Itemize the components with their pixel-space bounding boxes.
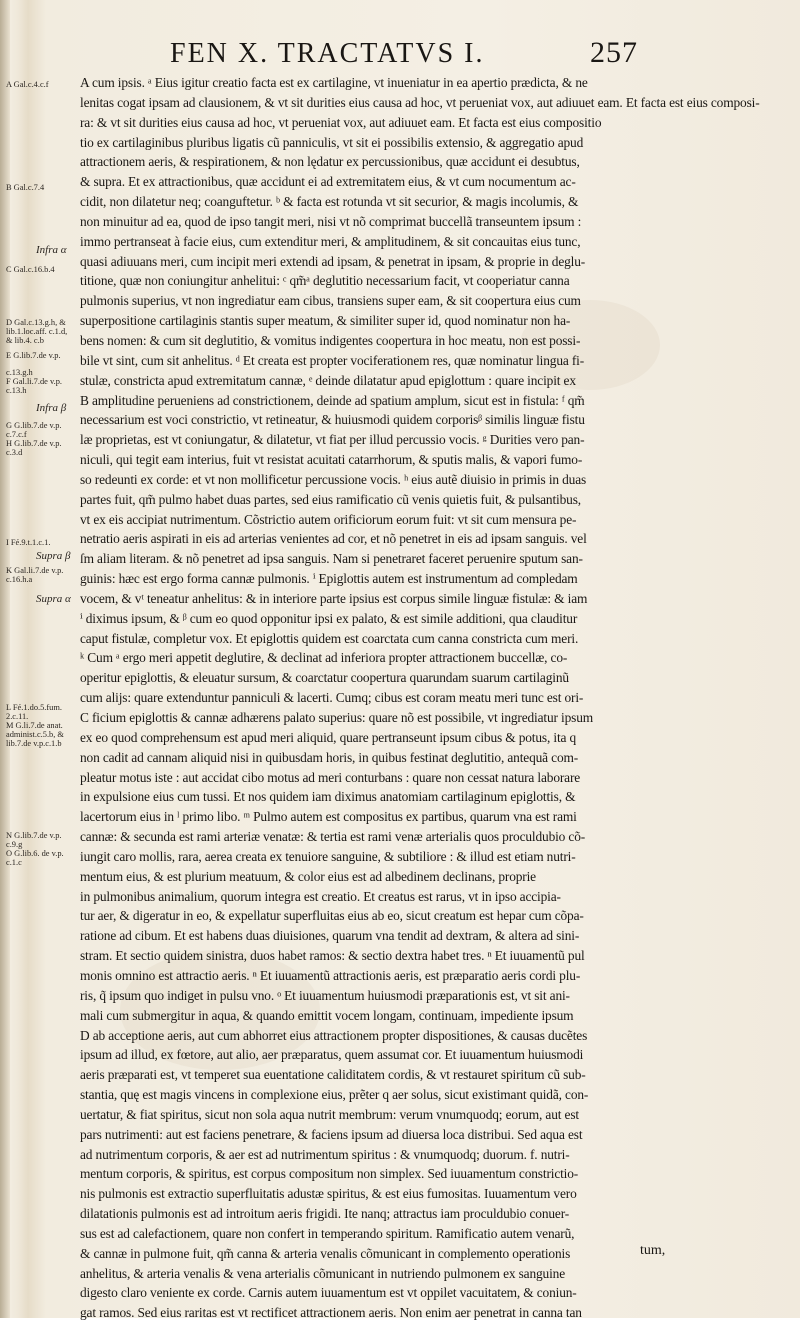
page-number: 257 [590,36,638,69]
text-line: niculi, qui tegit eam interius, fuit vt resistat acuitati catarrhorum, & sputis malis, & vapori fumo- [80,452,583,468]
text-line: partes fuit, qm̃ pulmo habet duas partes, sed eius ramificatio cũ venis quietis fuit, & pulsantibus, [80,491,581,507]
text-line: ex eo quod comprehensum est apud meri aliquid, quare pertranseunt ipsum cibus & potus, ita q [80,729,577,745]
margin-citation: A Gal.c.4.c.f [6,80,49,89]
text-line: stulæ, constricta apud extremitatum cannæ, ᵉ deinde dilatatur apud epiglottum : quare incipit ex [80,372,576,388]
text-line: caput fistulæ, completur vox. Et epiglottis quidem est coarctata cum canna constricta cum meri. [80,630,579,646]
text-line: stram. Et sectio quidem sinistra, duos habet ramos: & sectio dextra habet tres. ⁿ Et iuuamentũ pul [80,948,585,964]
margin-citation: B Gal.c.7.4 [6,183,45,192]
main-text-column [80,73,760,1323]
text-line: anhelitus, & arteria venalis & vena arterialis cõmunicant in nutriendo pulmonem ex sanguine [80,1265,566,1281]
margin-cross-reference: Infra α [36,244,67,256]
text-line: in pulmonibus animalium, quorum integra est creatio. Et creatus est rarus, vt in ipso accipia- [80,888,561,904]
text-line: immo pertranseat à facie eius, cum extenditur meri, & amplitudinem, & sit concauitas eius tunc, [80,233,581,249]
text-line: C ficium epiglottis & cannæ adhærens palato superius: quare nõ est possibile, vt ingrediatur ipsum [80,710,594,725]
text-line: A cum ipsis. ᵃ Eius igitur creatio facta est ex cartilagine, vt inueniatur in ea apertio prædicta, & ne [80,75,588,90]
text-line: ratione ad cibum. Et est habens duas diuisiones, quarum vna tendit ad dextram, & altera ad sini- [80,928,580,944]
text-line: guinis: hæc est ergo forma cannæ pulmonis. ⁱ Epiglottis autem est instrumentum ad compledam [80,571,578,587]
text-line: ſm aliam literam. & nõ penetret ad ipsa sanguis. Nam si penetraret faceret peruenire sputum san- [80,551,583,567]
margin-citation: C Gal.c.16.b.4 [6,265,55,274]
text-line: aeris præparati est, vt temperet sua euentatione caliditatem cordis, & vt restauret spiritum cũ sub- [80,1067,586,1083]
text-line: uertatur, & fiat spiritus, sicut non sola aqua nutrit membrum: verum vnumquodq; eorum, aut est [80,1106,579,1122]
text-line: ipsum ad illud, ex fœtore, aut alio, aer præparatus, quem assumat cor. Et iuuamentum huiusmodi [80,1047,584,1063]
text-line: so redeunti ex corde: et vt non mollificetur percussione vocis. ʰ eius autẽ diuisio in primis in duas [80,471,587,487]
text-line: cannæ: & secunda est rami arteriæ venatæ: & tertia est rami venæ arterialis quos proculdubio cõ- [80,829,586,845]
text-line: tur aer, & digeratur in eo, & expellatur superfluitas eius ab eo, sicut creatum est hepar cum cõpa- [80,908,584,924]
margin-citation: G G.lib.7.de v.p. c.7.c.f H G.lib.7.de v.p. c.3.d [6,421,62,457]
text-line: & cannæ in pulmone fuit, qm̃ canna & arteria venalis cõmunicant in complemento operationis [80,1245,571,1261]
text-line: in expulsione eius cum tussi. Et nos quidem iam diximus anatomiam cartilaginum epiglottis, & [80,789,576,805]
text-line: mali cum submergitur in aqua, & quando emittit vocem longam, continuam, impediente ipsum [80,1007,574,1023]
text-line: D ab acceptione aeris, aut cum abhorret eius attractionem propter dispositiones, & causas ducẽtes [80,1027,588,1043]
text-line: digesto claro veniente ex corde. Carnis autem iuuamentum est vt oppilet vacuitatem, & coniun- [80,1285,577,1301]
margin-citation: I Fé.9.t.1.c.1. [6,538,51,547]
text-line: sus est ad calefactionem, quare non confert in temperando spiritum. Ramificatio autem venarũ, [80,1225,575,1241]
text-line: iungit caro mollis, rara, aerea creata ex tenuiore sanguine, & subtiliore : & illud est etiam nutri- [80,848,576,864]
text-line: læ proprietas, est vt coniungatur, & dilatetur, vt fiat per illud percussio vocis. ᵍ Durities vero pan- [80,432,585,448]
text-line: pulmonis superius, vt non ingrediatur eam cibus, transiens super eam, & sit coopertura eius cum [80,293,581,309]
text-line: netratio aeris aspirati in eis ad arterias venientes ad cor, et nõ penetret in eis ad ipsam sanguis. vel [80,531,587,547]
text-line: pars nutrimenti: aut est faciens penetrare, & faciens ipsum ad diuersa loca distribui. Sed aqua est [80,1126,583,1142]
text-line: superpositione cartilaginis stantis super meatum, & similiter super id, quod nominatur non ha- [80,313,571,329]
text-line: vt ex eis accipiat nutrimentum. Cõstrictio autem orificiorum eorum fuit: vt sit cum mensura pe- [80,511,577,527]
text-line: monis omnino est attractio aeris. ⁿ Et iuuamentũ attractionis aeris, est præparatio aeris cordi plu- [80,967,581,983]
text-line: B amplitudine perueniens ad constrictionem, deinde ad spatium amplum, sicut est in fistula: ᶠ qm̃ [80,392,585,408]
text-line: attractionem aeris, & respirationem, & non lędatur ex percussionibus, quæ accidunt ei desubtus, [80,154,580,170]
text-line: tio ex cartilaginibus pluribus ligatis cũ panniculis, vt sit ei possibilis extensio, & aggregatio apud [80,134,584,150]
text-line: & supra. Et ex attractionibus, quæ accidunt ei ad extremitatem eius, & vt cum nocumentum ac- [80,174,576,190]
margin-cross-reference: Infra β [36,402,67,414]
text-line: lacertorum eius in ˡ primo libo. ᵐ Pulmo autem est compositus ex partibus, quarum vna est rami [80,809,577,825]
text-line: cum alijs: quare extenduntur panniculi & lacerti. Cumq; cibus est coram meatu meri tunc est ori- [80,690,584,706]
text-line: ra: & vt sit durities eius causa ad hoc, vt perueniat vox, aut adiuuet eam. Et facta est eius compositio [80,114,602,130]
margin-cross-reference: Supra β [36,550,71,562]
text-line: non minuitur ad ea, quod de ipso tangit meri, nisi vt nõ comprimat buccellã transeuntem ipsum : [80,213,582,229]
margin-citation: N G.lib.7.de v.p. c.9.g O G.lib.6. de v.p. c.1.c [6,831,64,867]
text-line: ⁱ diximus ipsum, & ᵝ cum eo quod opponitur ipsi ex palato, & est simile additioni, qua clauditur [80,610,578,626]
catchword: tum, [640,1243,666,1258]
text-line: mentum eius, & est plurium meatuum, & color eius est ad albedinem declinans, proprie [80,868,536,884]
text-line: bile vt sint, cum sit anhelitus. ᵈ Et creata est propter vociferationem res, quæ nominatur lingua fi- [80,352,585,368]
text-line: gat ramos. Sed eius raritas est vt rectificet attractionem aeris. Non enim aer penetrat in canna tan [80,1305,582,1321]
text-line: ᵏ Cum ᵃ ergo meri appetit deglutire, & declinat ad inferiora propter attractionem buccellæ, co- [80,650,568,666]
text-line: non cadit ad cannam aliquid nisi in quibusdam horis, in quibus festinat deglutitio, antequã com- [80,749,579,765]
text-line: titione, quæ non coniungitur anhelitui: ᶜ qm̃ᵃ deglutitio necessarium facit, vt cooperiatur canna [80,273,570,289]
text-line: operitur epiglottis, & eleuatur sursum, & coarctatur coopertura quarundam suarum cartilaginũ [80,670,569,686]
text-line: stantia, quę est magis vincens in complexione eius, prẽter q aer solus, sicut existimant quidã, con- [80,1087,589,1103]
text-line: dilatationis pulmonis est ad introitum aeris frigidi. Ite nanq; attractus iam proculdubio conuer- [80,1206,570,1222]
margin-notes [6,0,76,1318]
margin-citation: c.13.g.h F Gal.li.7.de v.p. c.13.h [6,368,62,395]
margin-citation: E G.lib.7.de v.p. [6,351,61,360]
text-line: ris, q̃ ipsum quo indiget in pulsu vno. ᵒ Et iuuamentum huiusmodi præparationis est, vt sit ani- [80,987,570,1003]
text-line: ad nutrimentum corporis, & aer est ad nutrimentum spiritus : & vnumquodq; duorum. f. nutri- [80,1146,570,1162]
margin-citation: L Fé.1.do.5.fum. 2.c.11. M G.li.7.de anat. administ.c.5.b, & lib.7.de v.p.c.1.b [6,703,64,748]
text-line: bens nomen: & cum sit deglutitio, & vomitus indigentes coopertura in hoc meatu, non est possi- [80,332,581,348]
text-line: nis pulmonis est extractio superfluitatis adustæ spiritus, & est eius fumositas. Iuuamentum vero [80,1186,577,1202]
running-title: FEN X. TRACTATVS I. [170,38,485,69]
text-line: vocem, & vᵗ teneatur anhelitus: & in interiore parte ipsius est corpus simile linguæ fistulæ: & iam [80,590,588,606]
text-line: pleatur motus iste : aut accidat cibo motus ad meri conturbans : quare non cessat natura laborare [80,769,581,785]
margin-citation: K Gal.li.7.de v.p. c.16.h.a [6,566,64,584]
text-line: lenitas cogat ipsam ad clausionem, & vt sit durities eius causa ad hoc, vt perueniat vox, aut adiuuet eam. Et facta est eius composi- [80,94,760,110]
text-line: cidit, non dilatetur neq; coanguftetur. ᵇ & facta est rotunda vt sit securior, & magis incolumis, & [80,194,579,210]
text-line: necessarium est voci constrictio, vt retineatur, & huiusmodi quidem corporisᵝ similis linguæ fistu [80,412,585,428]
text-line: mentum corporis, & spiritus, est corpus compositum non simplex. Sed iuuamentum constrictio- [80,1166,579,1182]
margin-cross-reference: Supra α [36,593,71,605]
margin-citation: D Gal.c.13.g.h, & lib.1.loc.aff. c.1.d, & lib.4. c.b [6,318,68,345]
text-line: quasi adiuuans meri, cum incipit meri extendi ad ipsam, & penetrat in ipsam, & proprie in deglu- [80,253,586,269]
